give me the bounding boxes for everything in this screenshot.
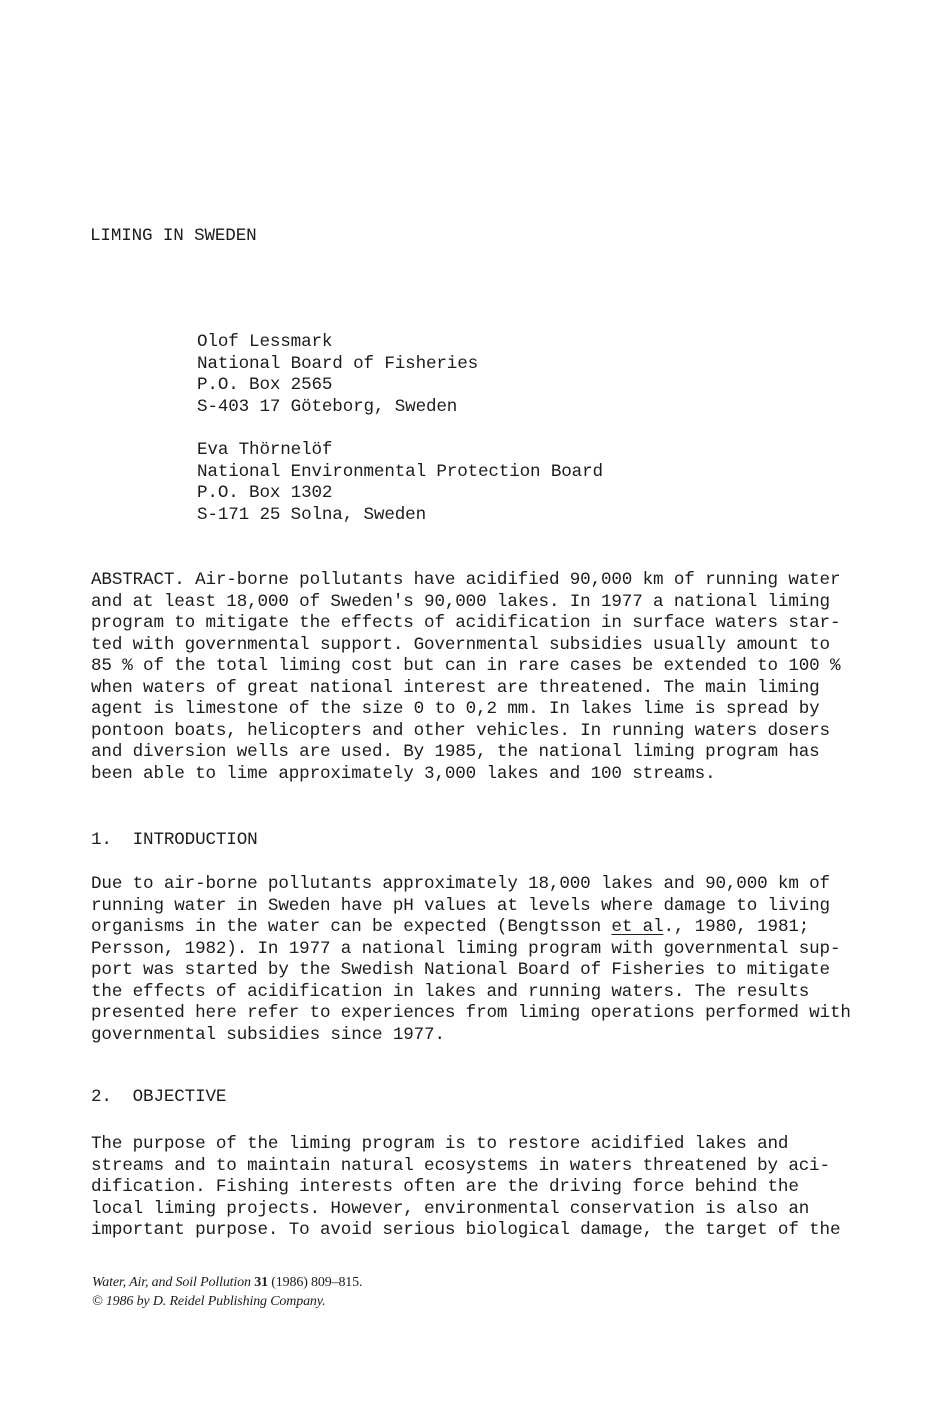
body-line: local liming projects. However, environmental conservation is also an (91, 1198, 810, 1219)
body-line (91, 917, 881, 939)
author-block-2 (197, 440, 603, 526)
body-text: ., 1980, 1981; (663, 917, 810, 937)
author-city: S-171 25 Solna, Sweden (197, 504, 426, 525)
body-line: Persson, 1982). In 1977 a national liming program with governmental sup- (91, 938, 841, 959)
objective-body (91, 1134, 881, 1242)
copyright-notice: © 1986 by D. Reidel Publishing Company. (92, 1294, 326, 1309)
body-line: The purpose of the liming program is to restore acidified lakes and (91, 1134, 789, 1154)
journal-citation (92, 1275, 362, 1291)
abstract-line: pontoon boats, helicopters and other vehicles. In running waters dosers (91, 720, 830, 741)
abstract-line: been able to lime approximately 3,000 lakes and 100 streams. (91, 763, 716, 784)
body-line: governmental subsidies since 1977. (91, 1024, 445, 1045)
author-name: Olof Lessmark (197, 332, 333, 352)
section-heading-introduction: 1. INTRODUCTION (91, 830, 258, 850)
body-line: the effects of acidification in lakes and running waters. The results (91, 981, 810, 1002)
author-city: S-403 17 Göteborg, Sweden (197, 396, 458, 417)
abstract-line: and at least 18,000 of Sweden's 90,000 lakes. In 1977 a national liming (91, 591, 830, 612)
body-line: port was started by the Swedish National Board of Fisheries to mitigate (91, 960, 830, 980)
body-line: Due to air-borne pollutants approximately 18,000 lakes and 90,000 km of (91, 874, 830, 894)
body-line: presented here refer to experiences from liming operations performed with (91, 1003, 851, 1023)
paper-title: LIMING IN SWEDEN (90, 226, 257, 246)
body-text: organisms in the water can be expected (Bengtsson (91, 917, 612, 937)
author-affiliation: National Environmental Protection Board (197, 461, 603, 482)
author-box: P.O. Box 2565 (197, 375, 333, 395)
abstract (91, 570, 881, 785)
body-line: streams and to maintain natural ecosystems in waters threatened by aci- (91, 1155, 830, 1176)
abstract-line: agent is limestone of the size 0 to 0,2 mm. In lakes lime is spread by (91, 699, 820, 719)
abstract-line: program to mitigate the effects of acidification in surface waters star- (91, 613, 841, 633)
abstract-line: when waters of great national interest are threatened. The main liming (91, 677, 820, 698)
body-line: running water in Sweden have pH values at levels where damage to living (91, 895, 830, 916)
abstract-line: and diversion wells are used. By 1985, the national liming program has (91, 742, 820, 762)
abstract-line: ted with governmental support. Governmental subsidies usually amount to (91, 634, 830, 655)
section-heading-objective: 2. OBJECTIVE (91, 1087, 227, 1107)
author-block-1 (197, 332, 478, 418)
introduction-body (91, 874, 881, 1046)
body-line: important purpose. To avoid serious biological damage, the target of the (91, 1220, 841, 1240)
journal-pages: (1986) 809–815. (271, 1275, 363, 1290)
author-name: Eva Thörnelöf (197, 440, 333, 460)
abstract-line: ABSTRACT. Air-borne pollutants have acidified 90,000 km of running water (91, 570, 841, 590)
author-affiliation: National Board of Fisheries (197, 353, 479, 374)
citation-et-al: et al (611, 917, 664, 937)
author-box: P.O. Box 1302 (197, 483, 333, 503)
journal-name: Water, Air, and Soil Pollution (92, 1275, 251, 1290)
abstract-line: 85 % of the total liming cost but can in rare cases be extended to 100 % (91, 656, 841, 676)
journal-volume: 31 (254, 1275, 268, 1290)
body-line: dification. Fishing interests often are the driving force behind the (91, 1177, 799, 1197)
